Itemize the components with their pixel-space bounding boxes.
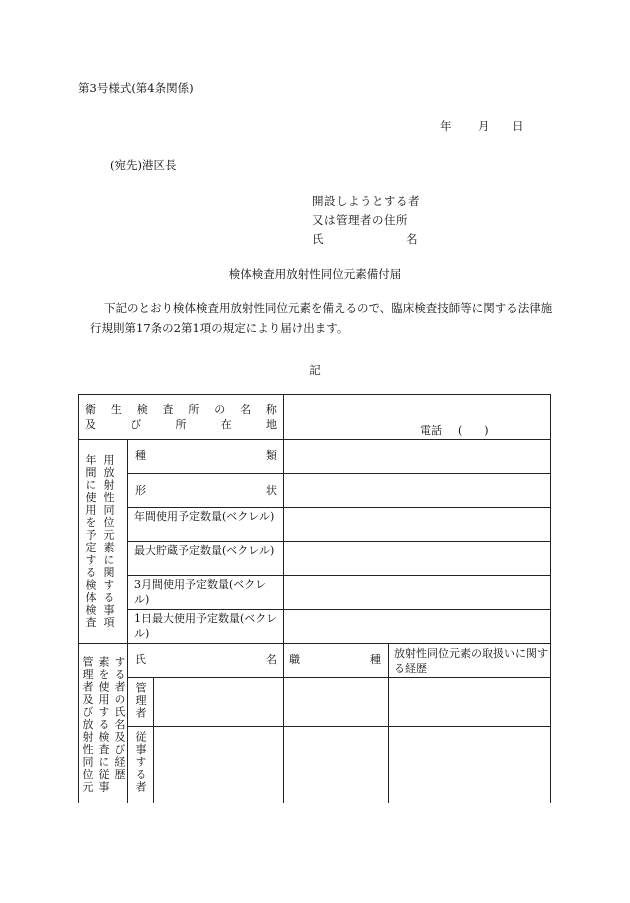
form-number: 第3号様式(第4条関係) bbox=[78, 81, 194, 95]
three-month-use-amount: 3月間使用予定数量(ベクレル) bbox=[134, 578, 267, 606]
personnel-career-header: 放射性同位元素の取扱いに関する経歴 bbox=[394, 647, 548, 675]
personnel-label-col3: 管理者及び放射性同位元 bbox=[81, 656, 94, 794]
date-year: 年 bbox=[440, 119, 452, 133]
max-storage-amount: 最大貯蔵予定数量(ベクレル) bbox=[134, 544, 275, 557]
personnel-job-header: 職 種 bbox=[289, 653, 381, 666]
personnel-label-col1: する者の氏名及び経歴 bbox=[113, 656, 126, 781]
applicant-name-1: 氏 bbox=[312, 232, 324, 246]
worker-label: 従事する者 bbox=[134, 731, 147, 794]
daily-max-use-amount: 1日最大使用予定数量(ベクレル) bbox=[134, 612, 278, 640]
manager-label: 管理者 bbox=[134, 682, 147, 720]
applicant-name-2: 名 bbox=[406, 232, 418, 246]
date-day: 日 bbox=[512, 119, 524, 133]
applicant-line1: 開設しようとする者 bbox=[312, 194, 420, 208]
facility-label-row1: 衛 生 検 査 所 の 名 称 bbox=[85, 403, 277, 416]
body-paragraph: 下記のとおり検体検査用放射性同位元素を備えるので、臨床検査技師等に関する法律施行規則第17条の2第1項の規定により届け出ます。 bbox=[90, 301, 553, 335]
isotope-form: 形 状 bbox=[135, 484, 277, 497]
document-title: 検体検査用放射性同位元素備付届 bbox=[228, 267, 402, 281]
applicant-line2: 又は管理者の住所 bbox=[312, 213, 408, 227]
personnel-name-header: 氏 名 bbox=[135, 653, 277, 666]
annual-use-amount: 年間使用予定数量(ベクレル) bbox=[134, 510, 275, 523]
ki-heading: 記 bbox=[309, 363, 321, 377]
date-month: 月 bbox=[478, 119, 490, 133]
form-table bbox=[78, 394, 551, 803]
isotope-label-col1: 用放射性同位元素に関する事項 bbox=[102, 454, 115, 629]
facility-label-row2: 及 び 所 在 地 bbox=[85, 418, 277, 431]
isotope-type: 種 類 bbox=[135, 449, 277, 462]
personnel-label-col2: 素を使用する検査に従事 bbox=[97, 656, 110, 794]
phone-parens: ( ) bbox=[458, 424, 489, 437]
isotope-label-col2: 年間に使用を予定する検体検査 bbox=[84, 454, 97, 629]
addressee: (宛先)港区長 bbox=[110, 158, 177, 172]
phone-label: 電話 bbox=[420, 424, 442, 437]
